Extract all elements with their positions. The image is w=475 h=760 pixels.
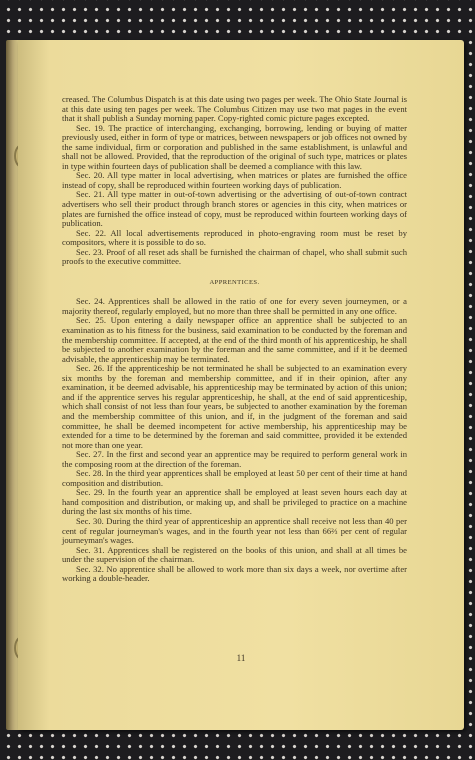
paragraph-sec-31: Sec. 31. Apprentices shall be registered on the books of this union, and shall at all times be under the supervision of the chairman.: [62, 544, 407, 565]
page-number: 11: [236, 653, 246, 663]
paragraph-sec-21: Sec. 21. All type matter in out-of-town advertising or the advertising of out-of-town contract advertisers who sell their product through branch stores or agencies in this city, when matrices or plates are furnished the office instead of copy, must be reproduced within fourteen working days of publication.: [62, 189, 407, 229]
binding-edge: [6, 40, 18, 730]
paragraph-sec-25: Sec. 25. Upon entering a daily newspaper office an apprentice shall be subjected to an examination as to his fitness for the business, said examination to be conducted by the foreman and the membership committee. If accepted, at the end of the third month of his apprenticeship, he shall be subjected to another examination by the foreman and the same committee, and if it be deemed advisable, the apprenticeship may be terminated.: [62, 315, 407, 364]
paragraph-sec-30: Sec. 30. During the third year of apprenticeship an apprentice shall receive not less than 40 per cent of regular journeyman's wages, and in the fourth year not less than 66⅔ per cent of regular journeyman's wages.: [62, 515, 407, 546]
paragraph-sec-23: Sec. 23. Proof of all reset ads shall be furnished the chairman of chapel, who shall submit such proofs to the executive committee.: [62, 246, 407, 267]
paragraph-sec-29: Sec. 29. In the fourth year an apprentice shall be employed at least seven hours each day at hand composition and distribution, or making up, and shall be privileged to practice on a machine during the last six months of his time.: [62, 487, 407, 517]
paragraph-sec-22: Sec. 22. All local advertisements reproduced in photo-engraving room must be reset by compositors, where it is possible to do so.: [62, 227, 407, 248]
paragraph-sec-20: Sec. 20. All type matter in local advertising, when matrices or plates are furnished the office instead of copy, shall be reproduced within fourteen working days of publication.: [62, 170, 407, 190]
paragraph-sec-28: Sec. 28. In the third year apprentices shall be employed at least 50 per cent of their time at hand composition and distribution.: [62, 468, 407, 488]
paragraph-sec-27: Sec. 27. In the first and second year an apprentice may be required to perform general work in the composing room at the direction of the foreman.: [62, 449, 407, 469]
paragraph-sec-24: Sec. 24. Apprentices shall be allowed in the ratio of one for every seven journeymen, or a majority thereof, regularly employed, but no more than three shall be permitted in any one office.: [62, 296, 407, 316]
paragraph-sec-19: Sec. 19. The practice of interchanging, exchanging, borrowing, lending or buying of matter previously used, either in form of type or matrices, between newspapers or job offices not owned by the same individual, firm or corporation and published in the same establishment, is unlawful and shall not be allowed. Provided, that the reproduction of the original of such type, matrices or plates in type within fourteen days of publication shall be deemed a compliance with this law.: [62, 122, 407, 171]
section-heading: APPRENTICES.: [209, 278, 260, 286]
paragraph-continued: creased. The Columbus Dispatch is at this date using two pages per week. The Ohio State Journal is at this date using ten pages per week. The Columbus Citizen may use two mat pages in the event that it shall publish a Sunday morning paper. Copy-righted comic picture pages excepted.: [62, 94, 407, 124]
paragraph-sec-32: Sec. 32. No apprentice shall be allowed to work more than six days a week, nor overtime after working a double-header.: [62, 563, 407, 584]
paragraph-sec-26: Sec. 26. If the apprenticeship be not terminated he shall be subjected to an examination every six months by the foreman and membership committee, and if in their opinion, after any examination, it be deemed advisable, his apprenticeship may be terminated by action of this union; and if the apprentice serves his regular apprenticeship, he shall, at the end of said apprenticeship, which shall consist of not less than four years, be subjected to another examination by the foreman and the membership committee of this union, and if, in the judgment of the foreman and said committee, he shall be deemed incompetent for active membership, his apprenticeship may be extended for a time to be determined by the foreman and said committee, provided it be extended not more than one year.: [62, 363, 407, 450]
page-text: [62, 95, 407, 584]
